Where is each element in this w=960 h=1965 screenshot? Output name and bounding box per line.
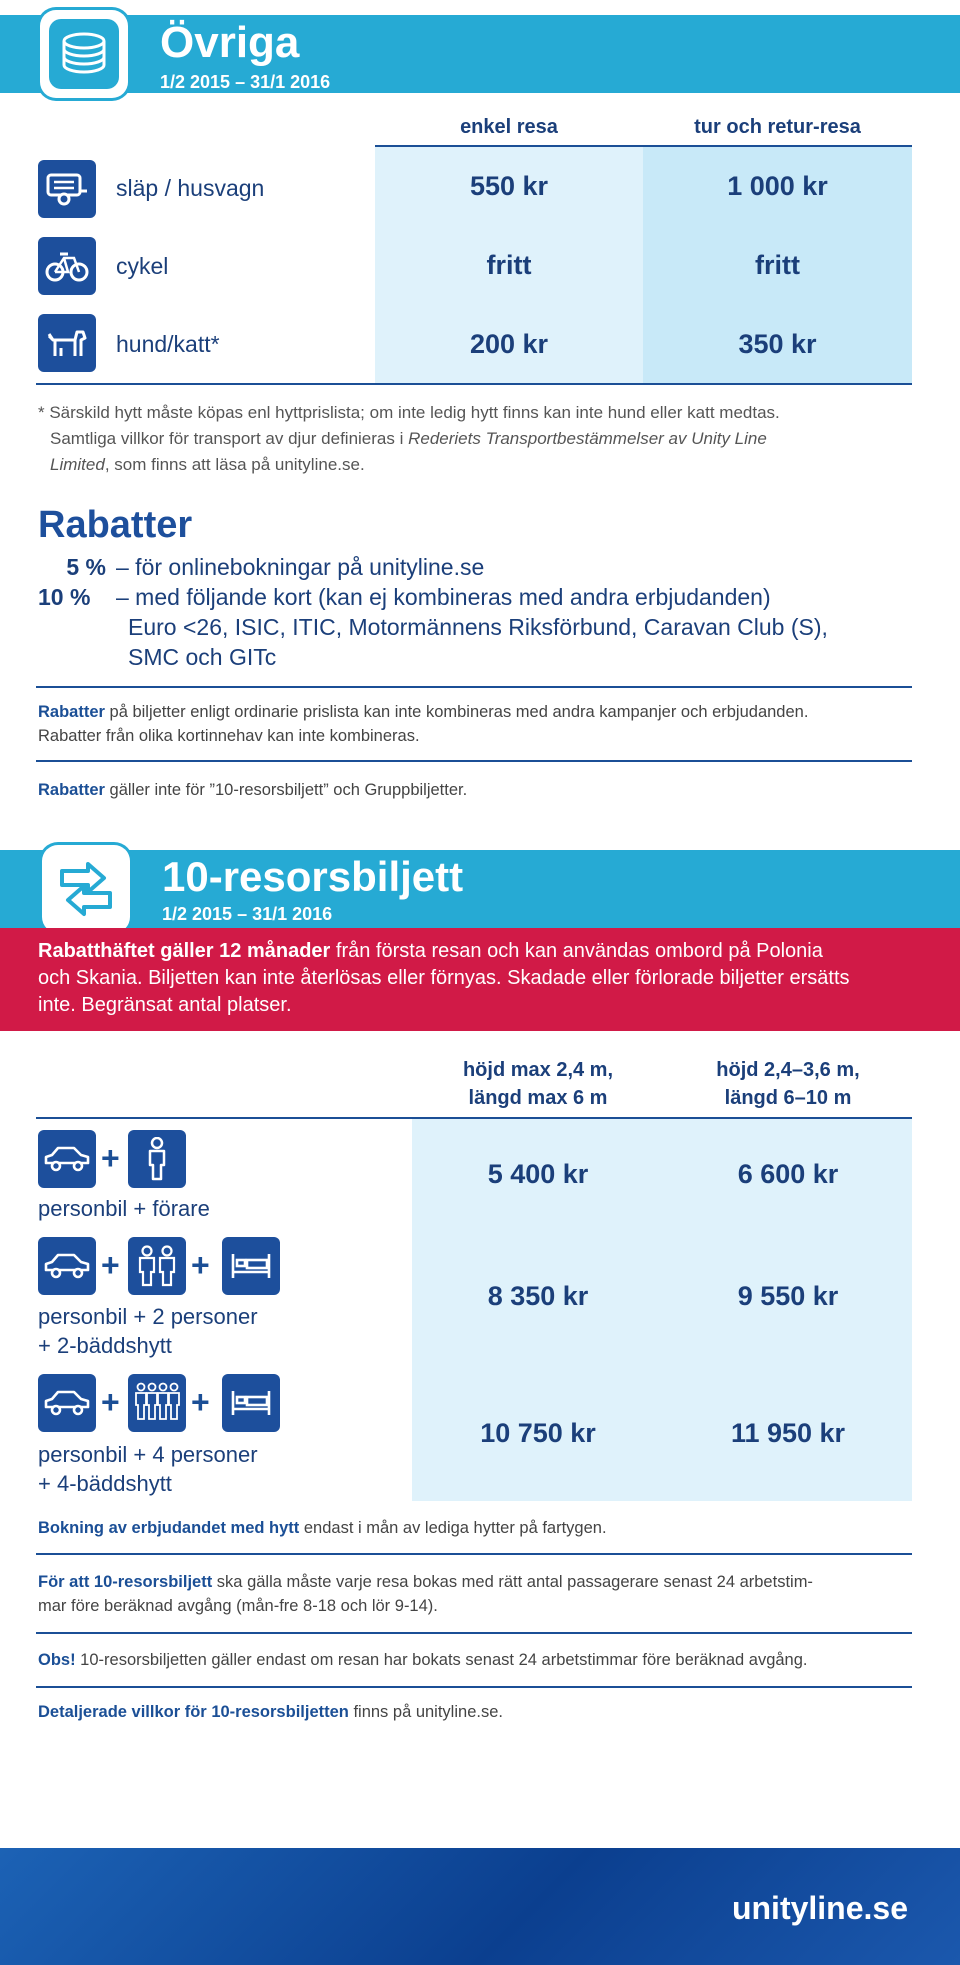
car-icon (43, 1145, 91, 1173)
ovriga-bottom-rule (36, 383, 912, 385)
footnote-line2-pre: Samtliga villkor för transport av djur definieras i (50, 429, 409, 448)
tio-icon-box (42, 845, 130, 933)
tio-title: 10-resorsbiljett (162, 853, 464, 900)
rabatter-note2-text: gäller inte för ”10-resorsbiljett” och Gruppbiljetter. (104, 781, 468, 799)
plus-sign: + (191, 1247, 210, 1283)
tio-col1-line2: längd max 6 m (468, 1087, 608, 1109)
tio-note1 (38, 1516, 918, 1540)
two-persons-icon (135, 1244, 179, 1288)
ovriga-row1-return: 1 000 kr (727, 171, 828, 201)
tio-row3-label (38, 1440, 258, 1498)
rabatt-item-2-line3: SMC och GITc (128, 644, 277, 670)
ovriga-row2-return: fritt (755, 250, 800, 280)
driver-icon-box (128, 1130, 186, 1188)
tio-row3-p2: 11 950 kr (730, 1418, 846, 1448)
tio-row2-label2: + 2-bäddshytt (38, 1333, 172, 1358)
ovriga-top-rule (375, 145, 912, 147)
banner-line2: och Skania. Biljetten kan inte återlösas eller förnyas. Skadade eller förlorade biljetter ersätts (38, 967, 850, 989)
tio-rule-2 (36, 1632, 912, 1634)
rabatter-note1 (38, 700, 918, 748)
car-icon (43, 1389, 91, 1417)
tio-row3-label1: personbil + 4 personer (38, 1442, 258, 1467)
tio-col1-head (412, 1056, 664, 1112)
tio-col2-line2: längd 6–10 m (724, 1087, 852, 1109)
rabatter-note1-bold: Rabatter (38, 703, 105, 721)
ovriga-col2-head: tur och retur-resa (694, 116, 861, 138)
tio-row2-label1: personbil + 2 personer (38, 1304, 258, 1329)
ovriga-row2-label: cykel (116, 253, 169, 279)
trailer-icon-box (38, 160, 96, 218)
tio-banner-text (38, 938, 938, 1019)
ovriga-col1-head: enkel resa (460, 116, 558, 138)
tio-note2-line2: mar före beräknad avgång (mån-fre 8-18 och lör 9-14). (38, 1597, 438, 1615)
car-icon-box (38, 1130, 96, 1188)
trailer-icon (45, 171, 89, 207)
tio-note2-line1 (38, 1570, 918, 1594)
two-persons-icon-box (128, 1237, 186, 1295)
rabatt-item-1-pct: 5 % (66, 554, 106, 580)
plus-sign: + (101, 1384, 120, 1420)
tio-row2-label (38, 1302, 258, 1360)
ovriga-row1-single: 550 kr (469, 171, 549, 201)
tio-rule-3 (36, 1686, 912, 1688)
tio-note2-bold: För att 10-resorsbiljett (38, 1573, 213, 1591)
tio-row1-p2: 6 600 kr (737, 1159, 839, 1189)
bed-icon-box (222, 1237, 280, 1295)
tio-row2-p1: 8 350 kr (487, 1281, 589, 1311)
ovriga-title: Övriga (160, 18, 300, 67)
tio-row1-p1: 5 400 kr (487, 1159, 589, 1189)
footnote-line3 (38, 452, 918, 478)
footnote-line3-post: , som finns att läsa på unityline.se. (104, 455, 365, 474)
rabatter-note2 (38, 778, 918, 802)
tio-note1-bold: Bokning av erbjudandet med hytt (38, 1519, 300, 1537)
plus-sign: + (101, 1140, 120, 1176)
rabatter-rule-2 (36, 760, 912, 762)
ovriga-row1-label: släp / husvagn (116, 175, 265, 201)
rabatt-item-1-text: – för onlinebokningar på unityline.se (116, 554, 485, 580)
tio-row1-label: personbil + förare (38, 1196, 210, 1221)
tio-note2-text: ska gälla måste varje resa bokas med rätt antal passagerare senast 24 arbetstim- (212, 1573, 813, 1591)
tio-note3-text: 10-resorsbiljetten gäller endast om resan har bokats senast 24 arbetstimmar före beräknad avgång. (75, 1651, 808, 1669)
tio-row2-p2: 9 550 kr (737, 1281, 839, 1311)
bed-icon (229, 1387, 273, 1419)
bicycle-icon-box (38, 237, 96, 295)
tio-row3-p1: 10 750 kr (480, 1418, 596, 1448)
tio-row3-label2: + 4-bäddshytt (38, 1471, 172, 1496)
banner-line3: inte. Begränsat antal platser. (38, 994, 292, 1016)
footnote-line3-italic: Limited (50, 455, 105, 474)
rabatt-item-2 (38, 582, 828, 612)
dog-icon (45, 324, 89, 362)
tio-header-band (0, 850, 960, 928)
footer-url[interactable]: unityline.se (731, 1890, 908, 1926)
footnote-line1: * Särskild hytt måste köpas enl hyttprislista; om inte ledig hytt finns kan inte hund eller katt medtas. (38, 403, 780, 422)
footnote-line2-italic: Rederiets Transportbestämmelser av Unity Line (408, 429, 767, 448)
ovriga-row2-single: fritt (486, 250, 532, 280)
rabatt-item-2-text: – med följande kort (kan ej kombineras med andra erbjudanden) (116, 584, 771, 610)
rabatt-item-2-pct: 10 % (38, 584, 91, 610)
banner-bold: Rabatthäftet gäller 12 månader (38, 940, 331, 962)
four-persons-icon-box (128, 1374, 186, 1432)
ovriga-row3-single: 200 kr (469, 329, 549, 359)
dog-icon-box (38, 314, 96, 372)
rabatter-title: Rabatter (38, 504, 193, 546)
bed-icon (229, 1250, 273, 1282)
tio-note4 (38, 1700, 918, 1724)
four-persons-icon (133, 1381, 181, 1425)
person-icon (145, 1137, 169, 1181)
car-icon-box-2 (38, 1237, 96, 1295)
rabatt-item-2-line2: Euro <26, ISIC, ITIC, Motormännens Riksförbund, Caravan Club (S), (128, 614, 828, 640)
car-icon (43, 1252, 91, 1280)
plus-sign: + (191, 1384, 210, 1420)
plus-sign: + (101, 1247, 120, 1283)
bicycle-icon (44, 248, 90, 284)
rabatter-note1-line1 (38, 700, 918, 724)
tio-note4-text: finns på unityline.se. (348, 1703, 503, 1721)
tio-note3 (38, 1648, 918, 1672)
tio-note2 (38, 1570, 918, 1618)
bed-icon-box-2 (222, 1374, 280, 1432)
rabatter-rule-1 (36, 686, 912, 688)
ovriga-header-band (0, 15, 960, 93)
tio-col2-line1: höjd 2,4–3,6 m, (716, 1059, 860, 1081)
rabatter-note1-text: på biljetter enligt ordinarie prislista kan inte kombineras med andra kampanjer och erbjudanden. (104, 703, 809, 721)
tio-note1-text: endast i mån av lediga hytter på fartygen. (299, 1519, 607, 1537)
ovriga-row3-label: hund/katt* (116, 331, 220, 357)
footnote-line2 (38, 426, 918, 452)
rabatter-note2-bold: Rabatter (38, 781, 105, 799)
ovriga-date: 1/2 2015 – 31/1 2016 (160, 72, 331, 92)
rabatter-note1-line2: Rabatter från olika kortinnehav kan inte kombineras. (38, 727, 420, 745)
ovriga-icon-box (40, 10, 128, 98)
ovriga-row3-return: 350 kr (738, 329, 817, 359)
ovriga-footnote (38, 400, 918, 478)
exchange-arrows-icon (56, 861, 116, 917)
rabatt-item-1 (38, 552, 828, 582)
coins-icon (59, 31, 109, 77)
tio-date: 1/2 2015 – 31/1 2016 (162, 904, 333, 924)
tio-col2-head (664, 1056, 912, 1112)
rabatter-list (38, 552, 828, 672)
tio-rule-1 (36, 1553, 912, 1555)
tio-note3-bold: Obs! (38, 1651, 76, 1669)
tio-col1-line1: höjd max 2,4 m, (462, 1059, 614, 1081)
tio-note4-bold: Detaljerade villkor för 10-resorsbiljetten (38, 1703, 349, 1721)
banner-line1 (38, 938, 938, 965)
banner-text1: från första resan och kan användas ombord på Polonia (330, 940, 823, 962)
car-icon-box-3 (38, 1374, 96, 1432)
